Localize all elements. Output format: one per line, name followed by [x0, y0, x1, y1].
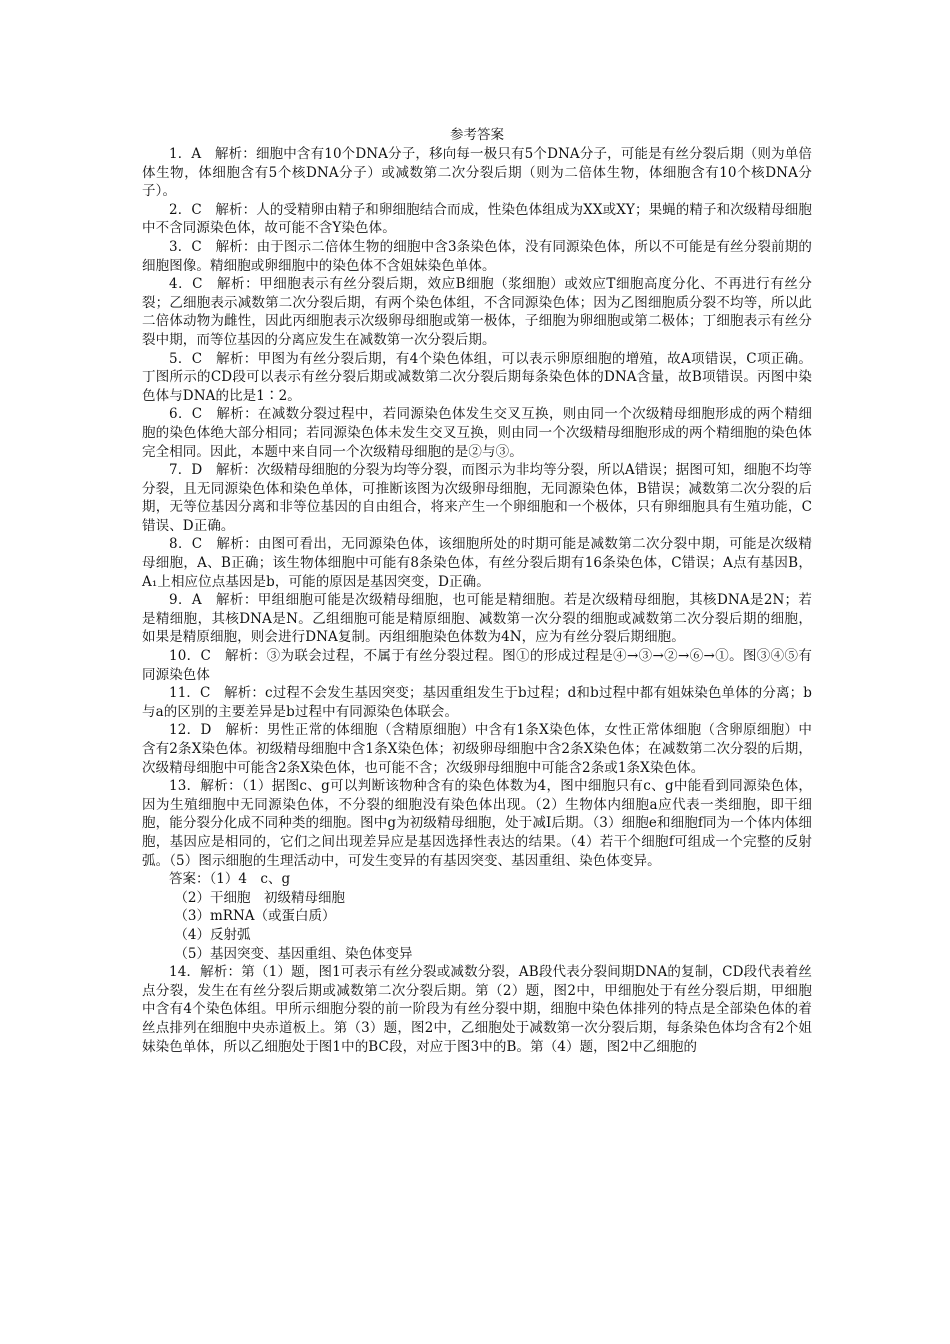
answer-13: 13．解析：（1）据图c、g可以判断该物种含有的染色体数为4，图中细胞只有c、g中能看到同源染色体，因为生殖细胞中无同源染色体，不分裂的细胞没有染色体出现。（2）生物体内细胞a应代表一类细胞，即干细胞，能分裂分化成不同种类的细胞。图中g为初级精母细胞，处于减Ⅰ后期。（3）细胞e和细胞f同为一个体内体细胞，基因应是相同的，它们之间出现差异应是基因选择性表达的结果。（4）若干个细胞f可组成一个完整的反射弧。（5）图示细胞的生理活动中，可发生变异的有基因突变、基因重组、染色体变异。 — [142, 778, 812, 869]
answer-9: 9．A 解析：甲组细胞可能是次级精母细胞，也可能是精细胞。若是次级精母细胞，其核DNA是2N；若是精细胞，其核DNA是N。乙组细胞可能是精原细胞、减数第一次分裂的细胞或减数第二次分裂后期的细胞，如果是精原细胞，则会进行DNA复制。丙组细胞染色体数为4N，应为有丝分裂后期细胞。 — [142, 592, 812, 646]
answer-2: 2．C 解析：人的受精卵由精子和卵细胞结合而成，性染色体组成为XX或XY；果蝇的精子和次级精母细胞中不含同源染色体，故可能不含Y染色体。 — [142, 201, 812, 237]
answer-11: 11．C 解析：c过程不会发生基因突变；基因重组发生于b过程；d和b过程中都有姐妹染色单体的分离；b与a的区别的主要差异是b过程中有同源染色体联会。 — [142, 685, 812, 720]
answer-7: 7．D 解析：次级精母细胞的分裂为均等分裂，而图示为非均等分裂，所以A错误；据图可知，细胞不均等分裂，且无同源染色体和染色单体，可推断该图为次级卵母细胞，无同源染色体，B错误；减数第二次分裂的后期，无等位基因分离和非等位基因的自由组合，将来产生一个卵细胞和一个极体，只有卵细胞具有生殖功能，C错误、D正确。 — [142, 462, 812, 534]
answer-13-item: （5）基因突变、基因重组、染色体变异 — [174, 945, 413, 962]
answer-6: 6．C 解析：在减数分裂过程中，若同源染色体发生交叉互换，则由同一个次级精母细胞形成的两个精细胞的染色体绝大部分相同；若同源染色体未发生交叉互换，则由同一个次级精母细胞形成的两个精细胞的染色体完全相同。因此，本题中来自同一个次级精母细胞的是②与③。 — [142, 406, 812, 460]
page-title: 参考答案 — [450, 127, 504, 143]
answer-13-item: （4）反射弧 — [174, 926, 251, 943]
answer-14: 14．解析：第（1）题，图1可表示有丝分裂或减数分裂，AB段代表分裂间期DNA的复制，CD段代表着丝点分裂，发生在有丝分裂后期或减数第二次分裂后期。第（2）题，图2中，甲细胞处于有丝分裂后期，甲细胞中含有4个染色体组。甲所示细胞分裂的前一阶段为有丝分裂中期，细胞中染色体排列的特点是全部染色体的着丝点排列在细胞中央赤道板上。第（3）题，图2中，乙细胞处于减数第一次分裂后期，每条染色体均含有2个姐妹染色单体，所以乙细胞处于图1中的BC段，对应于图3中的B。第（4）题，图2中乙细胞的 — [142, 964, 812, 1055]
answer-12: 12．D 解析：男性正常的体细胞（含精原细胞）中含有1条X染色体，女性正常体细胞（含卵原细胞）中含有2条X染色体。初级精母细胞中含1条X染色体；初级卵母细胞中含2条X染色体；在减数第二次分裂的后期，次级精母细胞中可能含2条X染色体，也可能不含；次级卵母细胞中可能含2条或1条X染色体。 — [142, 722, 812, 776]
answer-3: 3．C 解析：由于图示二倍体生物的细胞中含3条染色体，没有同源染色体，所以不可能是有丝分裂前期的细胞图像。精细胞或卵细胞中的染色体不含姐妹染色单体。 — [142, 238, 812, 274]
answer-10: 10．C 解析：③为联会过程，不属于有丝分裂过程。图①的形成过程是④→③→②→⑥→①。图③④⑤有同源染色体 — [142, 648, 812, 683]
answer-document — [142, 126, 812, 1056]
answer-13-item: （3）mRNA（或蛋白质） — [174, 908, 336, 925]
answer-4: 4．C 解析：甲细胞表示有丝分裂后期，效应B细胞（浆细胞）或效应T细胞高度分化、不再进行有丝分裂；乙细胞表示减数第二次分裂后期，有两个染色体组，不含同源染色体；因为乙图细胞质分裂不均等，所以此二倍体动物为雌性，因此丙细胞表示次级卵母细胞或第一极体，子细胞为卵细胞或第二极体；丁细胞表示有丝分裂中期，而等位基因的分离应发生在减数第一次分裂后期。 — [142, 276, 812, 348]
answer-5: 5．C 解析：甲图为有丝分裂后期，有4个染色体组，可以表示卵原细胞的增殖，故A项错误，C项正确。丁图所示的CD段可以表示有丝分裂后期或减数第二次分裂后期每条染色体的DNA含量，故B项错误。丙图中染色体与DNA的比是1∶2。 — [142, 350, 812, 404]
answer-13-item: （2）干细胞 初级精母细胞 — [174, 889, 345, 906]
answer-1: 1．A 解析：细胞中含有10个DNA分子，移向每一极只有5个DNA分子，可能是有丝分裂后期（则为单倍体生物，体细胞含有5个核DNA分子）或减数第二次分裂后期（则为二倍体生物，体细胞含有10个核DNA分子）。 — [142, 146, 812, 200]
answer-13-key: 答案：（1）4 c、g — [169, 871, 291, 888]
answer-8: 8．C 解析：由图可看出，无同源染色体，该细胞所处的时期可能是减数第二次分裂中期，可能是次级精母细胞，A、B正确；该生物体细胞中可能有8条染色体，有丝分裂后期有16条染色体，C错误；A点有基因B，A₁上相应位点基因是b，可能的原因是基因突变，D正确。 — [142, 536, 812, 590]
